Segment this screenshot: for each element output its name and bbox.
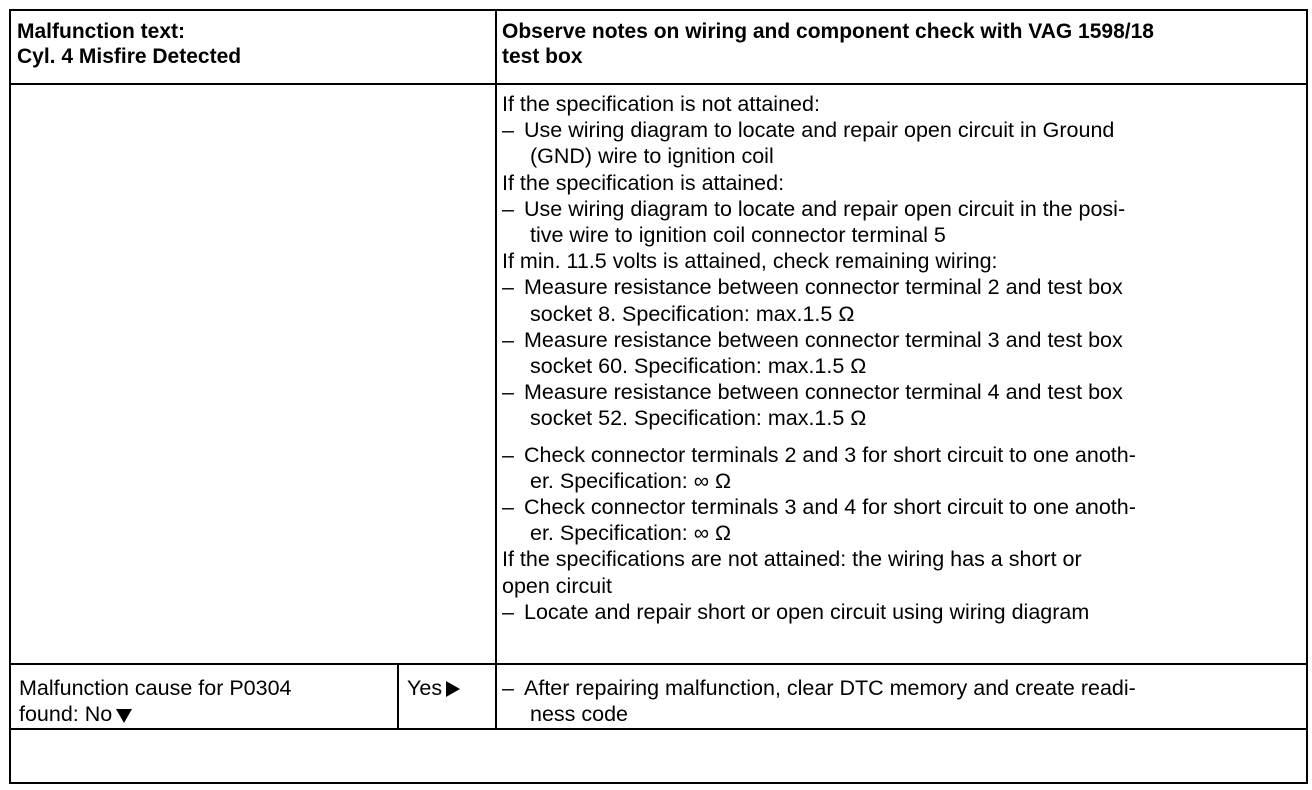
procedure-content	[502, 91, 1302, 625]
procedure-step-continuation: socket 60. Specification: max.1.5 Ω	[530, 354, 867, 379]
dash-bullet: –	[502, 380, 514, 405]
yes-column-divider	[397, 665, 399, 730]
dash-bullet: –	[502, 676, 514, 700]
procedure-step	[502, 442, 1302, 468]
procedure-step-text: Check connector terminals 2 and 3 for short circuit to one anoth-	[524, 442, 1136, 467]
cause-line-1: Malfunction cause for P0304	[19, 676, 292, 700]
procedure-step-continuation: er. Specification: ∞ Ω	[530, 521, 732, 546]
action-line-2: ness code	[530, 702, 629, 727]
cause-cell	[19, 675, 395, 727]
column-divider	[495, 11, 497, 730]
yes-label: Yes	[407, 676, 443, 700]
procedure-step-text: Measure resistance between connector terminal 2 and test box	[524, 275, 1123, 300]
procedure-step	[502, 379, 1302, 405]
procedure-step-text: Locate and repair short or open circuit using wiring diagram	[524, 599, 1090, 624]
dash-bullet: –	[502, 327, 514, 352]
arrow-right-icon	[446, 681, 460, 697]
header-note-line-1: Observe notes on wiring and component check with VAG 1598/18	[502, 20, 1154, 43]
procedure-step-text: Measure resistance between connector terminal 3 and test box	[524, 327, 1123, 352]
procedure-step-continuation: socket 8. Specification: max.1.5 Ω	[530, 301, 855, 326]
procedure-step	[502, 196, 1302, 222]
procedure-condition: If the specifications are not attained: the wiring has a short or	[502, 547, 1082, 572]
dash-bullet: –	[502, 495, 514, 520]
procedure-step-continuation: (GND) wire to ignition coil	[530, 144, 774, 169]
malfunction-text-value: Cyl. 4 Misfire Detected	[17, 45, 242, 68]
procedure-condition: If the specification is attained:	[502, 170, 785, 195]
procedure-step-continuation: er. Specification: ∞ Ω	[530, 468, 732, 493]
empty-footer-row	[11, 730, 1306, 782]
procedure-step-text: Measure resistance between connector terminal 4 and test box	[524, 380, 1123, 405]
procedure-step	[502, 327, 1302, 353]
procedure-step-text: Check connector terminals 3 and 4 for short circuit to one anoth-	[524, 495, 1136, 520]
procedure-condition: If the specification is not attained:	[502, 92, 820, 116]
procedure-step	[502, 117, 1302, 143]
cause-line-2: found: No	[19, 702, 113, 727]
procedure-step	[502, 494, 1302, 520]
procedure-step-continuation: tive wire to ignition coil connector terminal 5	[530, 223, 946, 248]
malfunction-text-label: Malfunction text:	[17, 20, 185, 43]
dash-bullet: –	[502, 275, 514, 300]
procedure-step-text: Use wiring diagram to locate and repair open circuit in the posi-	[524, 196, 1126, 221]
dash-bullet: –	[502, 599, 514, 624]
header-left-cell	[17, 19, 491, 69]
procedure-step	[502, 274, 1302, 300]
header-right-cell	[502, 19, 1302, 69]
malfunction-table	[9, 9, 1308, 784]
dash-bullet: –	[502, 442, 514, 467]
cause-row-divider	[11, 663, 1306, 665]
procedure-step-continuation: socket 52. Specification: max.1.5 Ω	[530, 406, 867, 431]
procedure-condition: If min. 11.5 volts is attained, check remaining wiring:	[502, 249, 998, 274]
dash-bullet: –	[502, 118, 514, 143]
yes-cell	[407, 675, 493, 701]
procedure-step-text: Use wiring diagram to locate and repair open circuit in Ground	[524, 118, 1115, 143]
action-cell	[502, 675, 1302, 727]
spacer	[502, 432, 1302, 442]
header-divider	[11, 83, 1306, 85]
header-note-line-2: test box	[502, 45, 583, 68]
arrow-down-icon	[116, 709, 132, 723]
action-line-1: After repairing malfunction, clear DTC memory and create readi-	[524, 676, 1136, 700]
procedure-condition: open circuit	[502, 573, 612, 598]
dash-bullet: –	[502, 196, 514, 221]
procedure-step	[502, 599, 1302, 625]
